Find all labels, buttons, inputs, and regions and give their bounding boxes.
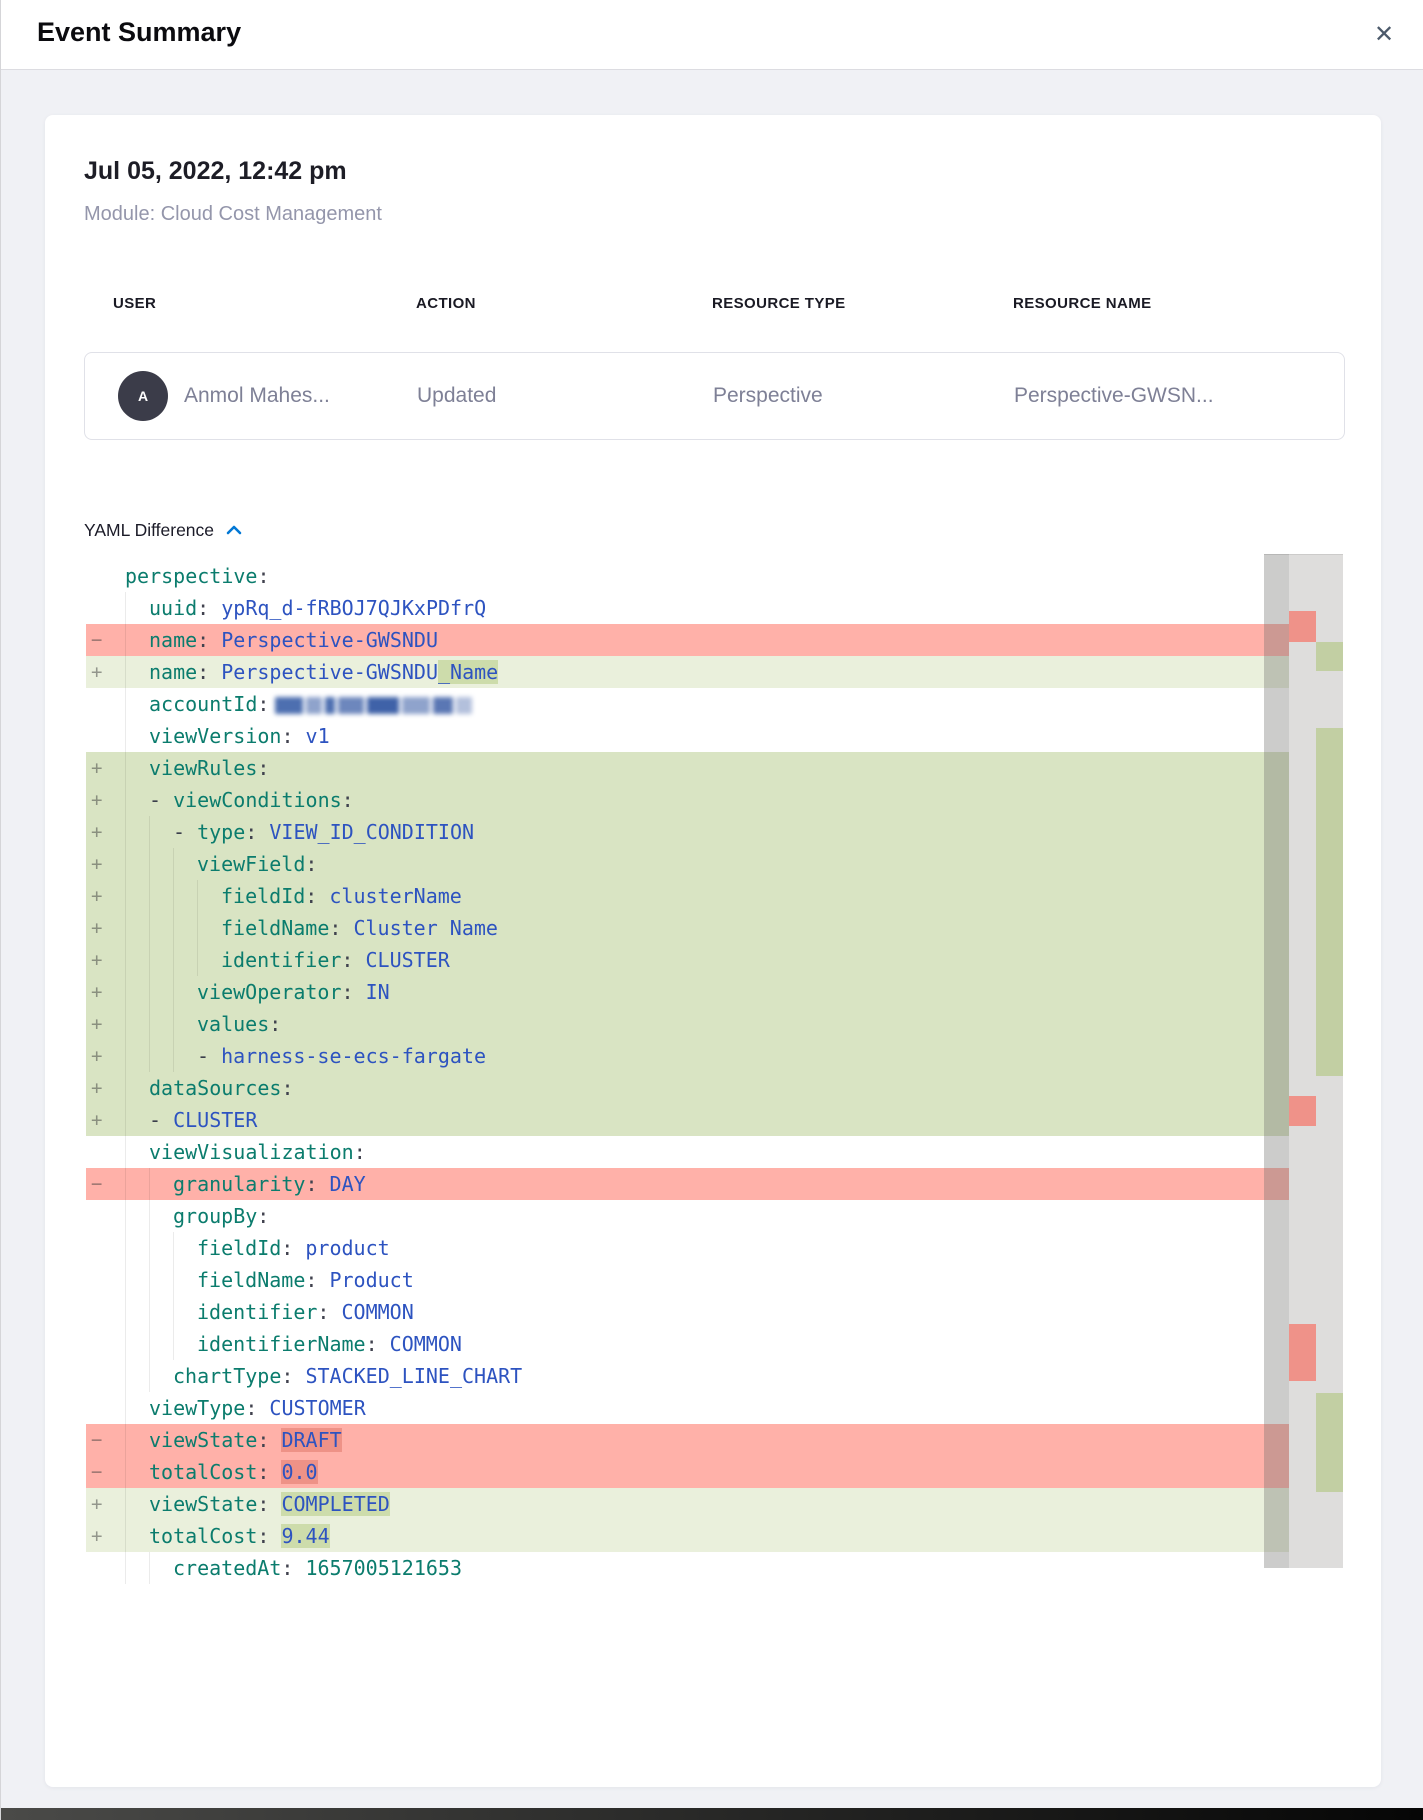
minimap-added-block bbox=[1316, 1393, 1343, 1492]
diff-marker-icon: + bbox=[91, 853, 103, 875]
event-module-label: Module: Cloud Cost Management bbox=[84, 203, 382, 225]
diff-marker-icon: + bbox=[91, 661, 103, 683]
diff-line: identifierName: COMMON bbox=[86, 1328, 1289, 1360]
diff-line: chartType: STACKED_LINE_CHART bbox=[86, 1360, 1289, 1392]
diff-line: createdAt: 1657005121653 bbox=[86, 1552, 1289, 1584]
diff-line: fieldId: product bbox=[86, 1232, 1289, 1264]
diff-line: viewVersion: v1 bbox=[86, 720, 1289, 752]
row-action: Updated bbox=[417, 384, 497, 407]
minimap-added-block bbox=[1316, 728, 1343, 1076]
yaml-diff-viewer bbox=[86, 554, 1343, 1580]
minimap-added-block bbox=[1316, 642, 1343, 671]
diff-line: + values: bbox=[86, 1008, 1289, 1040]
column-header-resource-name: RESOURCE NAME bbox=[1013, 295, 1152, 312]
diff-marker-icon: + bbox=[91, 1013, 103, 1035]
diff-line: identifier: COMMON bbox=[86, 1296, 1289, 1328]
minimap-removed-block bbox=[1289, 1324, 1316, 1381]
diff-marker-icon: − bbox=[91, 1173, 103, 1195]
diff-marker-icon: + bbox=[91, 1493, 103, 1515]
diff-line: − viewState: DRAFT bbox=[86, 1424, 1289, 1456]
diff-line: perspective: bbox=[125, 564, 270, 588]
redacted-account-id bbox=[275, 697, 472, 714]
avatar: A bbox=[118, 371, 168, 421]
diff-marker-icon: − bbox=[91, 629, 103, 651]
column-header-user: USER bbox=[113, 295, 157, 312]
event-card bbox=[45, 115, 1381, 1787]
close-icon[interactable]: ✕ bbox=[1369, 20, 1399, 50]
diff-marker-icon: + bbox=[91, 1045, 103, 1067]
diff-line: + totalCost: 9.44 bbox=[86, 1520, 1289, 1552]
row-resource-type: Perspective bbox=[713, 384, 823, 407]
diff-line: accountId: bbox=[86, 688, 1289, 720]
row-resource-name: Perspective-GWSN... bbox=[1014, 384, 1214, 407]
diff-marker-icon: + bbox=[91, 1077, 103, 1099]
diff-line: groupBy: bbox=[86, 1200, 1289, 1232]
diff-line: uuid: ypRq_d-fRBOJ7QJKxPDfrQ bbox=[86, 592, 1289, 624]
column-header-resource-type: RESOURCE TYPE bbox=[712, 295, 846, 312]
diff-line: fieldName: Product bbox=[86, 1264, 1289, 1296]
diff-line: + dataSources: bbox=[86, 1072, 1289, 1104]
diff-line: − totalCost: 0.0 bbox=[86, 1456, 1289, 1488]
diff-marker-icon: + bbox=[91, 821, 103, 843]
diff-line: + viewState: COMPLETED bbox=[86, 1488, 1289, 1520]
diff-marker-icon: + bbox=[91, 1109, 103, 1131]
diff-line: − granularity: DAY bbox=[86, 1168, 1289, 1200]
diff-line: + fieldId: clusterName bbox=[86, 880, 1289, 912]
diff-line: + - type: VIEW_ID_CONDITION bbox=[86, 816, 1289, 848]
diff-marker-icon: + bbox=[91, 885, 103, 907]
diff-line: + fieldName: Cluster Name bbox=[86, 912, 1289, 944]
diff-line: + - viewConditions: bbox=[86, 784, 1289, 816]
diff-line: viewType: CUSTOMER bbox=[86, 1392, 1289, 1424]
diff-lines bbox=[86, 560, 1289, 1584]
table-row bbox=[84, 352, 1345, 440]
diff-marker-icon: − bbox=[91, 1461, 103, 1483]
diff-line: + name: Perspective-GWSNDU_Name bbox=[86, 656, 1289, 688]
column-header-action: ACTION bbox=[416, 295, 476, 312]
minimap-removed-block bbox=[1289, 611, 1316, 642]
diff-marker-icon: + bbox=[91, 949, 103, 971]
diff-line: + viewField: bbox=[86, 848, 1289, 880]
minimap-removed-block bbox=[1289, 1096, 1316, 1126]
bottom-strip bbox=[1, 1808, 1423, 1820]
diff-line: viewVisualization: bbox=[86, 1136, 1289, 1168]
diff-line: + identifier: CLUSTER bbox=[86, 944, 1289, 976]
chevron-up-icon[interactable] bbox=[224, 523, 244, 537]
yaml-difference-label: YAML Difference bbox=[84, 519, 215, 540]
diff-line: − name: Perspective-GWSNDU bbox=[86, 624, 1289, 656]
diff-line: + - harness-se-ecs-fargate bbox=[86, 1040, 1289, 1072]
diff-marker-icon: + bbox=[91, 917, 103, 939]
yaml-difference-section bbox=[84, 517, 244, 543]
event-timestamp: Jul 05, 2022, 12:42 pm bbox=[84, 157, 347, 185]
diff-marker-icon: − bbox=[91, 1429, 103, 1451]
diff-scrollbar[interactable] bbox=[1264, 554, 1289, 1568]
page-title: Event Summary bbox=[37, 17, 242, 47]
diff-line: + viewOperator: IN bbox=[86, 976, 1289, 1008]
diff-line: + - CLUSTER bbox=[86, 1104, 1289, 1136]
modal-header bbox=[1, 0, 1423, 70]
diff-marker-icon: + bbox=[91, 981, 103, 1003]
diff-marker-icon: + bbox=[91, 1525, 103, 1547]
diff-minimap[interactable] bbox=[1289, 554, 1343, 1568]
row-user: Anmol Mahes... bbox=[184, 384, 330, 407]
diff-marker-icon: + bbox=[91, 789, 103, 811]
diff-marker-icon: + bbox=[91, 757, 103, 779]
diff-line: + viewRules: bbox=[86, 752, 1289, 784]
